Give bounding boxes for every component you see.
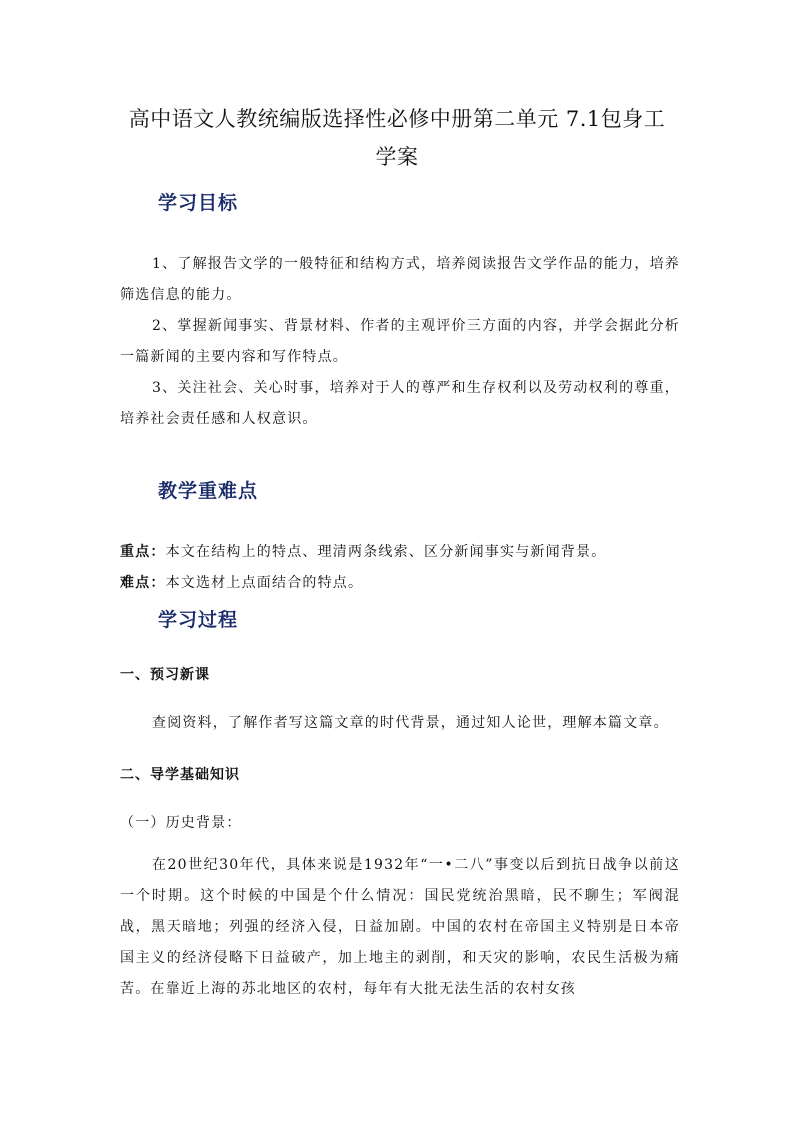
part2-title: 二、导学基础知识 — [120, 767, 240, 783]
goal-item-3: 3、关注社会、关心时事，培养对于人的尊严和生存权利以及劳动权利的尊重，培养社会责任感和人权意识。 — [120, 380, 680, 427]
difficulty-text: 本文选材上点面结合的特点。 — [165, 575, 364, 591]
part1-text: 查阅资料，了解作者写这篇文章的时代背景，通过知人论世，理解本篇文章。 — [152, 715, 669, 731]
goal-item-2: 2、掌握新闻事实、背景材料、作者的主观评价三方面的内容，并学会据此分析一篇新闻的主要内容和写作特点。 — [120, 318, 680, 365]
heading-learning-process: 学习过程 — [158, 609, 239, 631]
document-title — [100, 100, 694, 176]
goal-item-1: 1、了解报告文学的一般特征和结构方式，培养阅读报告文学作品的能力，培养筛选信息的能力。 — [120, 256, 680, 303]
focus-text: 本文在结构上的特点、理清两条线索、区分新闻事实与新闻背景。 — [165, 544, 607, 560]
difficulty-label: 难点： — [120, 575, 166, 591]
heading-learning-goals: 学习目标 — [158, 192, 239, 214]
difficulty-line — [120, 572, 680, 592]
title-line-1: 高中语文人教统编版选择性必修中册第二单元 7.1包身工 — [128, 107, 666, 131]
heading-key-points: 教学重难点 — [158, 480, 259, 502]
focus-label: 重点： — [120, 544, 166, 560]
focus-line — [120, 541, 680, 561]
part1-title: 一、预习新课 — [120, 667, 210, 683]
sub1-title: （一）历史背景： — [120, 815, 242, 831]
sub1-text: 在20世纪30年代，具体来说是1932年“一•二八”事变以后到抗日战争以前这一个时期。这个时候的中国是个什么情况：国民党统治黑暗，民不聊生；军阀混战，黑天暗地；列强的经济入侵，日益加剧。中国的农村在帝国主义特别是日本帝国主义的经济侵略下日益破产，加上地主的剥削，和天灾的影响，农民生活极为痛苦。在靠近上海的苏北地区的农村，每年有大批无法生活的农村女孩 — [120, 857, 680, 997]
title-line-2: 学案 — [375, 145, 419, 169]
